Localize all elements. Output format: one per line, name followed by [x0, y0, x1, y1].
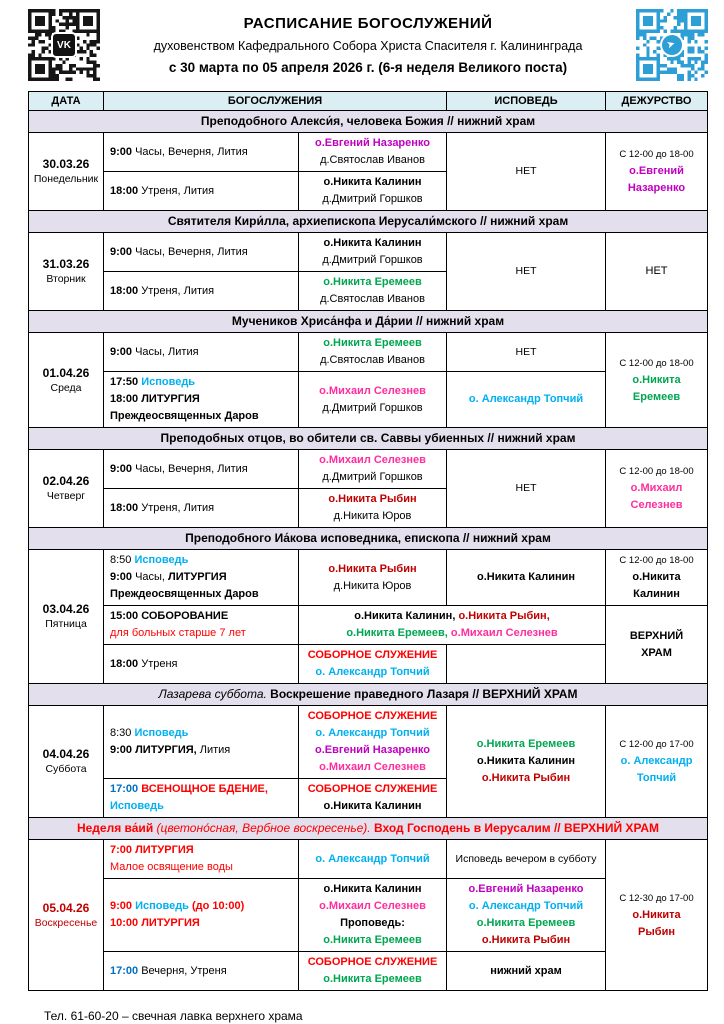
service-cell: 9:00 Часы, Вечерня, Лития — [104, 450, 299, 489]
section-row — [29, 428, 708, 450]
service-cell: 18:00 Утреня, Лития — [104, 172, 299, 211]
duty-cell: С 12-00 до 18-00 о.Михаил Селезнев — [606, 450, 708, 528]
duty-cell: С 12-00 до 18-00 о.Евгений Назаренко — [606, 133, 708, 211]
clergy-cell: о.Никита Еремеев д.Святослав Иванов — [299, 333, 447, 372]
section-title: Мучеников Хриса́нфа и Да́рии // нижний храм — [29, 311, 708, 333]
clergy-cell: о. Александр Топчий — [299, 840, 447, 879]
confession-cell — [447, 645, 606, 684]
clergy-cell: о.Никита Калинин д.Дмитрий Горшков — [299, 172, 447, 211]
clergy-cell: СОБОРНОЕ СЛУЖЕНИЕ о. Александр Топчий — [299, 645, 447, 684]
service-row — [29, 706, 708, 779]
confession-cell: НЕТ — [447, 450, 606, 528]
service-cell: 9:00 Часы, Лития — [104, 333, 299, 372]
schedule-table — [28, 91, 708, 991]
clergy-cell: СОБОРНОЕ СЛУЖЕНИЕ о.Никита Калинин — [299, 779, 447, 818]
col-header-duty: ДЕЖУРСТВО — [606, 92, 708, 111]
section-title: Преподобного Алекси́я, человека Божия // нижний храм — [29, 111, 708, 133]
service-cell: 18:00 Утреня — [104, 645, 299, 684]
date-cell: 30.03.26 Понедельник — [29, 133, 104, 211]
service-cell: 9:00 Часы, Вечерня, Лития — [104, 233, 299, 272]
column-header-row — [29, 92, 708, 111]
service-cell: 17:00 Вечерня, Утреня — [104, 952, 299, 991]
service-cell: 15:00 СОБОРОВАНИЕ для больных старше 7 лет — [104, 606, 299, 645]
service-row — [29, 333, 708, 372]
confession-cell: о.Никита Еремеев о.Никита Калинин о.Никита Рыбин — [447, 706, 606, 818]
confession-cell: Исповедь вечером в субботу — [447, 840, 606, 879]
duty-cell: С 12-00 до 17-00 о. Александр Топчий — [606, 706, 708, 818]
date-cell: 31.03.26 Вторник — [29, 233, 104, 311]
page-title: РАСПИСАНИЕ БОГОСЛУЖЕНИЙ — [243, 15, 493, 32]
duty-cell: НЕТ — [606, 233, 708, 311]
clergy-cell: о.Никита Калинин д.Дмитрий Горшков — [299, 233, 447, 272]
service-cell: 17:00 ВСЕНОЩНОЕ БДЕНИЕ, Исповедь — [104, 779, 299, 818]
service-row — [29, 233, 708, 272]
service-row — [29, 840, 708, 879]
clergy-cell: о.Михаил Селезнев д.Дмитрий Горшков — [299, 372, 447, 428]
footer-note: Тел. 61-60-20 – свечная лавка верхнего храма — [44, 1009, 303, 1023]
telegram-logo-icon — [660, 33, 684, 57]
section-title: Святителя Кири́лла, архиепископа Иерусали́мского // нижний храм — [29, 211, 708, 233]
vk-qr-code — [28, 9, 100, 81]
service-cell: 7:00 ЛИТУРГИЯ Малое освящение воды — [104, 840, 299, 879]
clergy-cell: о.Никита Еремеев д.Святослав Иванов — [299, 272, 447, 311]
service-row — [29, 550, 708, 606]
telegram-qr-code — [636, 9, 708, 81]
service-cell: 8:50 Исповедь 9:00 Часы, ЛИТУРГИЯ Преждеосвященных Даров — [104, 550, 299, 606]
service-row — [29, 606, 708, 645]
header-titles — [100, 9, 636, 75]
page-header — [0, 0, 724, 83]
confession-cell: НЕТ — [447, 333, 606, 372]
confession-cell: НЕТ — [447, 133, 606, 211]
clergy-cell: о.Никита Рыбин д.Никита Юров — [299, 550, 447, 606]
service-cell: 8:30 Исповедь 9:00 ЛИТУРГИЯ, Лития — [104, 706, 299, 779]
section-row — [29, 684, 708, 706]
col-header-services: БОГОСЛУЖЕНИЯ — [104, 92, 447, 111]
vk-logo-icon: VK — [51, 32, 77, 58]
confession-cell: о. Александр Топчий — [447, 372, 606, 428]
confession-cell: НЕТ — [447, 233, 606, 311]
clergy-confession-cell: о.Никита Калинин, о.Никита Рыбин, о.Никита Еремеев, о.Михаил Селезнев — [299, 606, 606, 645]
col-header-date: ДАТА — [29, 92, 104, 111]
date-cell: 03.04.26 Пятница — [29, 550, 104, 684]
clergy-cell: о.Михаил Селезнев д.Дмитрий Горшков — [299, 450, 447, 489]
section-row — [29, 528, 708, 550]
service-cell: 17:50 Исповедь 18:00 ЛИТУРГИЯ Преждеосвященных Даров — [104, 372, 299, 428]
col-header-confession: ИСПОВЕДЬ — [447, 92, 606, 111]
date-cell: 04.04.26 Суббота — [29, 706, 104, 818]
service-cell: 18:00 Утреня, Лития — [104, 489, 299, 528]
section-row — [29, 311, 708, 333]
clergy-cell: о.Никита Рыбин д.Никита Юров — [299, 489, 447, 528]
schedule-period: с 30 марта по 05 апреля 2026 г. (6-я неделя Великого поста) — [168, 60, 568, 75]
clergy-cell: СОБОРНОЕ СЛУЖЕНИЕ о. Александр Топчий о.Евгений Назаренко о.Михаил Селезнев — [299, 706, 447, 779]
date-cell: 01.04.26 Среда — [29, 333, 104, 428]
section-row — [29, 111, 708, 133]
service-row — [29, 133, 708, 172]
date-cell: 05.04.26 Воскресенье — [29, 840, 104, 991]
section-row — [29, 211, 708, 233]
page-subtitle: духовенством Кафедрального Собора Христа Спасителя г. Калининграда — [153, 39, 583, 53]
service-cell: 9:00 Исповедь (до 10:00) 10:00 ЛИТУРГИЯ — [104, 879, 299, 952]
schedule-body — [29, 111, 708, 991]
clergy-cell: СОБОРНОЕ СЛУЖЕНИЕ о.Никита Еремеев — [299, 952, 447, 991]
section-title: Лазарева суббота. Воскрешение праведного Лазаря // ВЕРХНИЙ ХРАМ — [29, 684, 708, 706]
service-cell: 9:00 Часы, Вечерня, Лития — [104, 133, 299, 172]
service-cell: 18:00 Утреня, Лития — [104, 272, 299, 311]
duty-cell: С 12-00 до 18-00 о.Никита Калинин — [606, 550, 708, 606]
section-title: Преподобных отцов, во обители св. Саввы убиенных // нижний храм — [29, 428, 708, 450]
duty-cell: С 12-30 до 17-00 о.Никита Рыбин — [606, 840, 708, 991]
date-cell: 02.04.26 Четверг — [29, 450, 104, 528]
clergy-cell: о.Евгений Назаренко д.Святослав Иванов — [299, 133, 447, 172]
paper-plane-icon: ➤ — [665, 38, 677, 52]
section-title: Неделя ва́ий (цветоно́сная, Вербное воскресенье). Вход Господень в Иерусалим // ВЕРХНИЙ ХРАМ — [29, 818, 708, 840]
duty-cell: С 12-00 до 18-00 о.Никита Еремеев — [606, 333, 708, 428]
confession-cell: о.Евгений Назаренко о. Александр Топчий о.Никита Еремеев о.Никита Рыбин — [447, 879, 606, 952]
section-title: Преподобного Иа́кова исповедника, епископа // нижний храм — [29, 528, 708, 550]
service-row — [29, 450, 708, 489]
clergy-cell: о.Никита Калинин о.Михаил Селезнев Проповедь: о.Никита Еремеев — [299, 879, 447, 952]
confession-cell: о.Никита Калинин — [447, 550, 606, 606]
duty-cell: ВЕРХНИЙ ХРАМ — [606, 606, 708, 684]
confession-cell: нижний храм — [447, 952, 606, 991]
section-row — [29, 818, 708, 840]
